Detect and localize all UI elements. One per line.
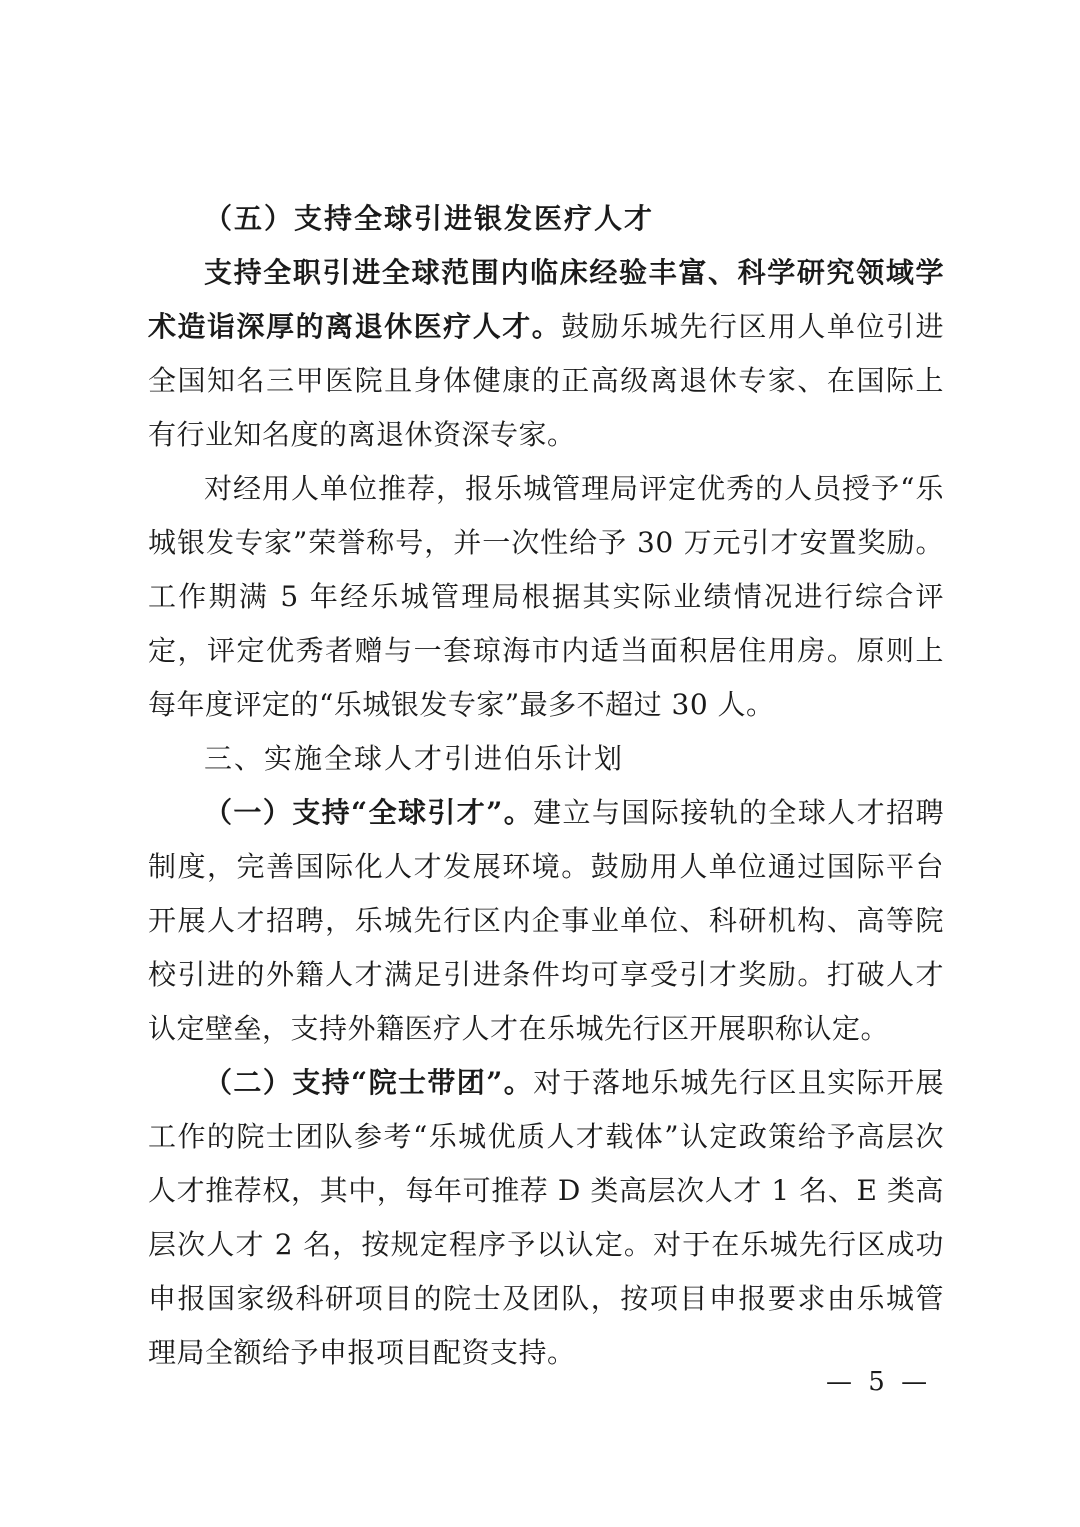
section5-paragraph-1-lead: 支持全职引进全球范围内临床经验丰富、科学研究领域学术造诣深厚的离退休医疗人才。 bbox=[148, 256, 944, 343]
section-heading-5: （五）支持全球引进银发医疗人才 bbox=[204, 202, 655, 235]
part3-item-2-body: 对于落地乐城先行区且实际开展工作的院士团队参考“乐城优质人才载体”认定政策给予高层次人才推荐权，其中，每年可推荐 D 类高层次人才 1 名、E 类高层次人才 2 名，按规定程序予以认定。对于在乐城先行区成功申报国家级科研项目的院士及团队，按项目申报要求由乐城管理局全额给予申报项目配资支持。 bbox=[148, 1066, 944, 1369]
part3-item-2-lead: （二）支持“院士带团”。 bbox=[204, 1066, 534, 1099]
part3-heading: 三、实施全球人才引进伯乐计划 bbox=[204, 742, 625, 775]
part3-item-1 bbox=[148, 786, 944, 1056]
part3-item-2 bbox=[148, 1056, 944, 1380]
section5-paragraph-1 bbox=[148, 246, 944, 462]
document-body bbox=[148, 192, 944, 1380]
page-number: — 5 — bbox=[826, 1367, 932, 1397]
section5-paragraph-1-body: 鼓励乐城先行区用人单位引进全国知名三甲医院且身体健康的正高级离退休专家、在国际上有行业知名度的离退休资深专家。 bbox=[148, 310, 944, 451]
section5-paragraph-2: 对经用人单位推荐，报乐城管理局评定优秀的人员授予“乐城银发专家”荣誉称号，并一次性给予 30 万元引才安置奖励。工作期满 5 年经乐城管理局根据其实际业绩情况进行综合评定，评定优秀者赠与一套琼海市内适当面积居住用房。原则上每年度评定的“乐城银发专家”最多不超过 30 人。 bbox=[148, 472, 944, 721]
part3-item-1-lead: （一）支持“全球引才”。 bbox=[204, 796, 534, 829]
part3-item-1-body: 建立与国际接轨的全球人才招聘制度，完善国际化人才发展环境。鼓励用人单位通过国际平台开展人才招聘，乐城先行区内企事业单位、科研机构、高等院校引进的外籍人才满足引进条件均可享受引才奖励。打破人才认定壁垒，支持外籍医疗人才在乐城先行区开展职称认定。 bbox=[148, 796, 944, 1045]
